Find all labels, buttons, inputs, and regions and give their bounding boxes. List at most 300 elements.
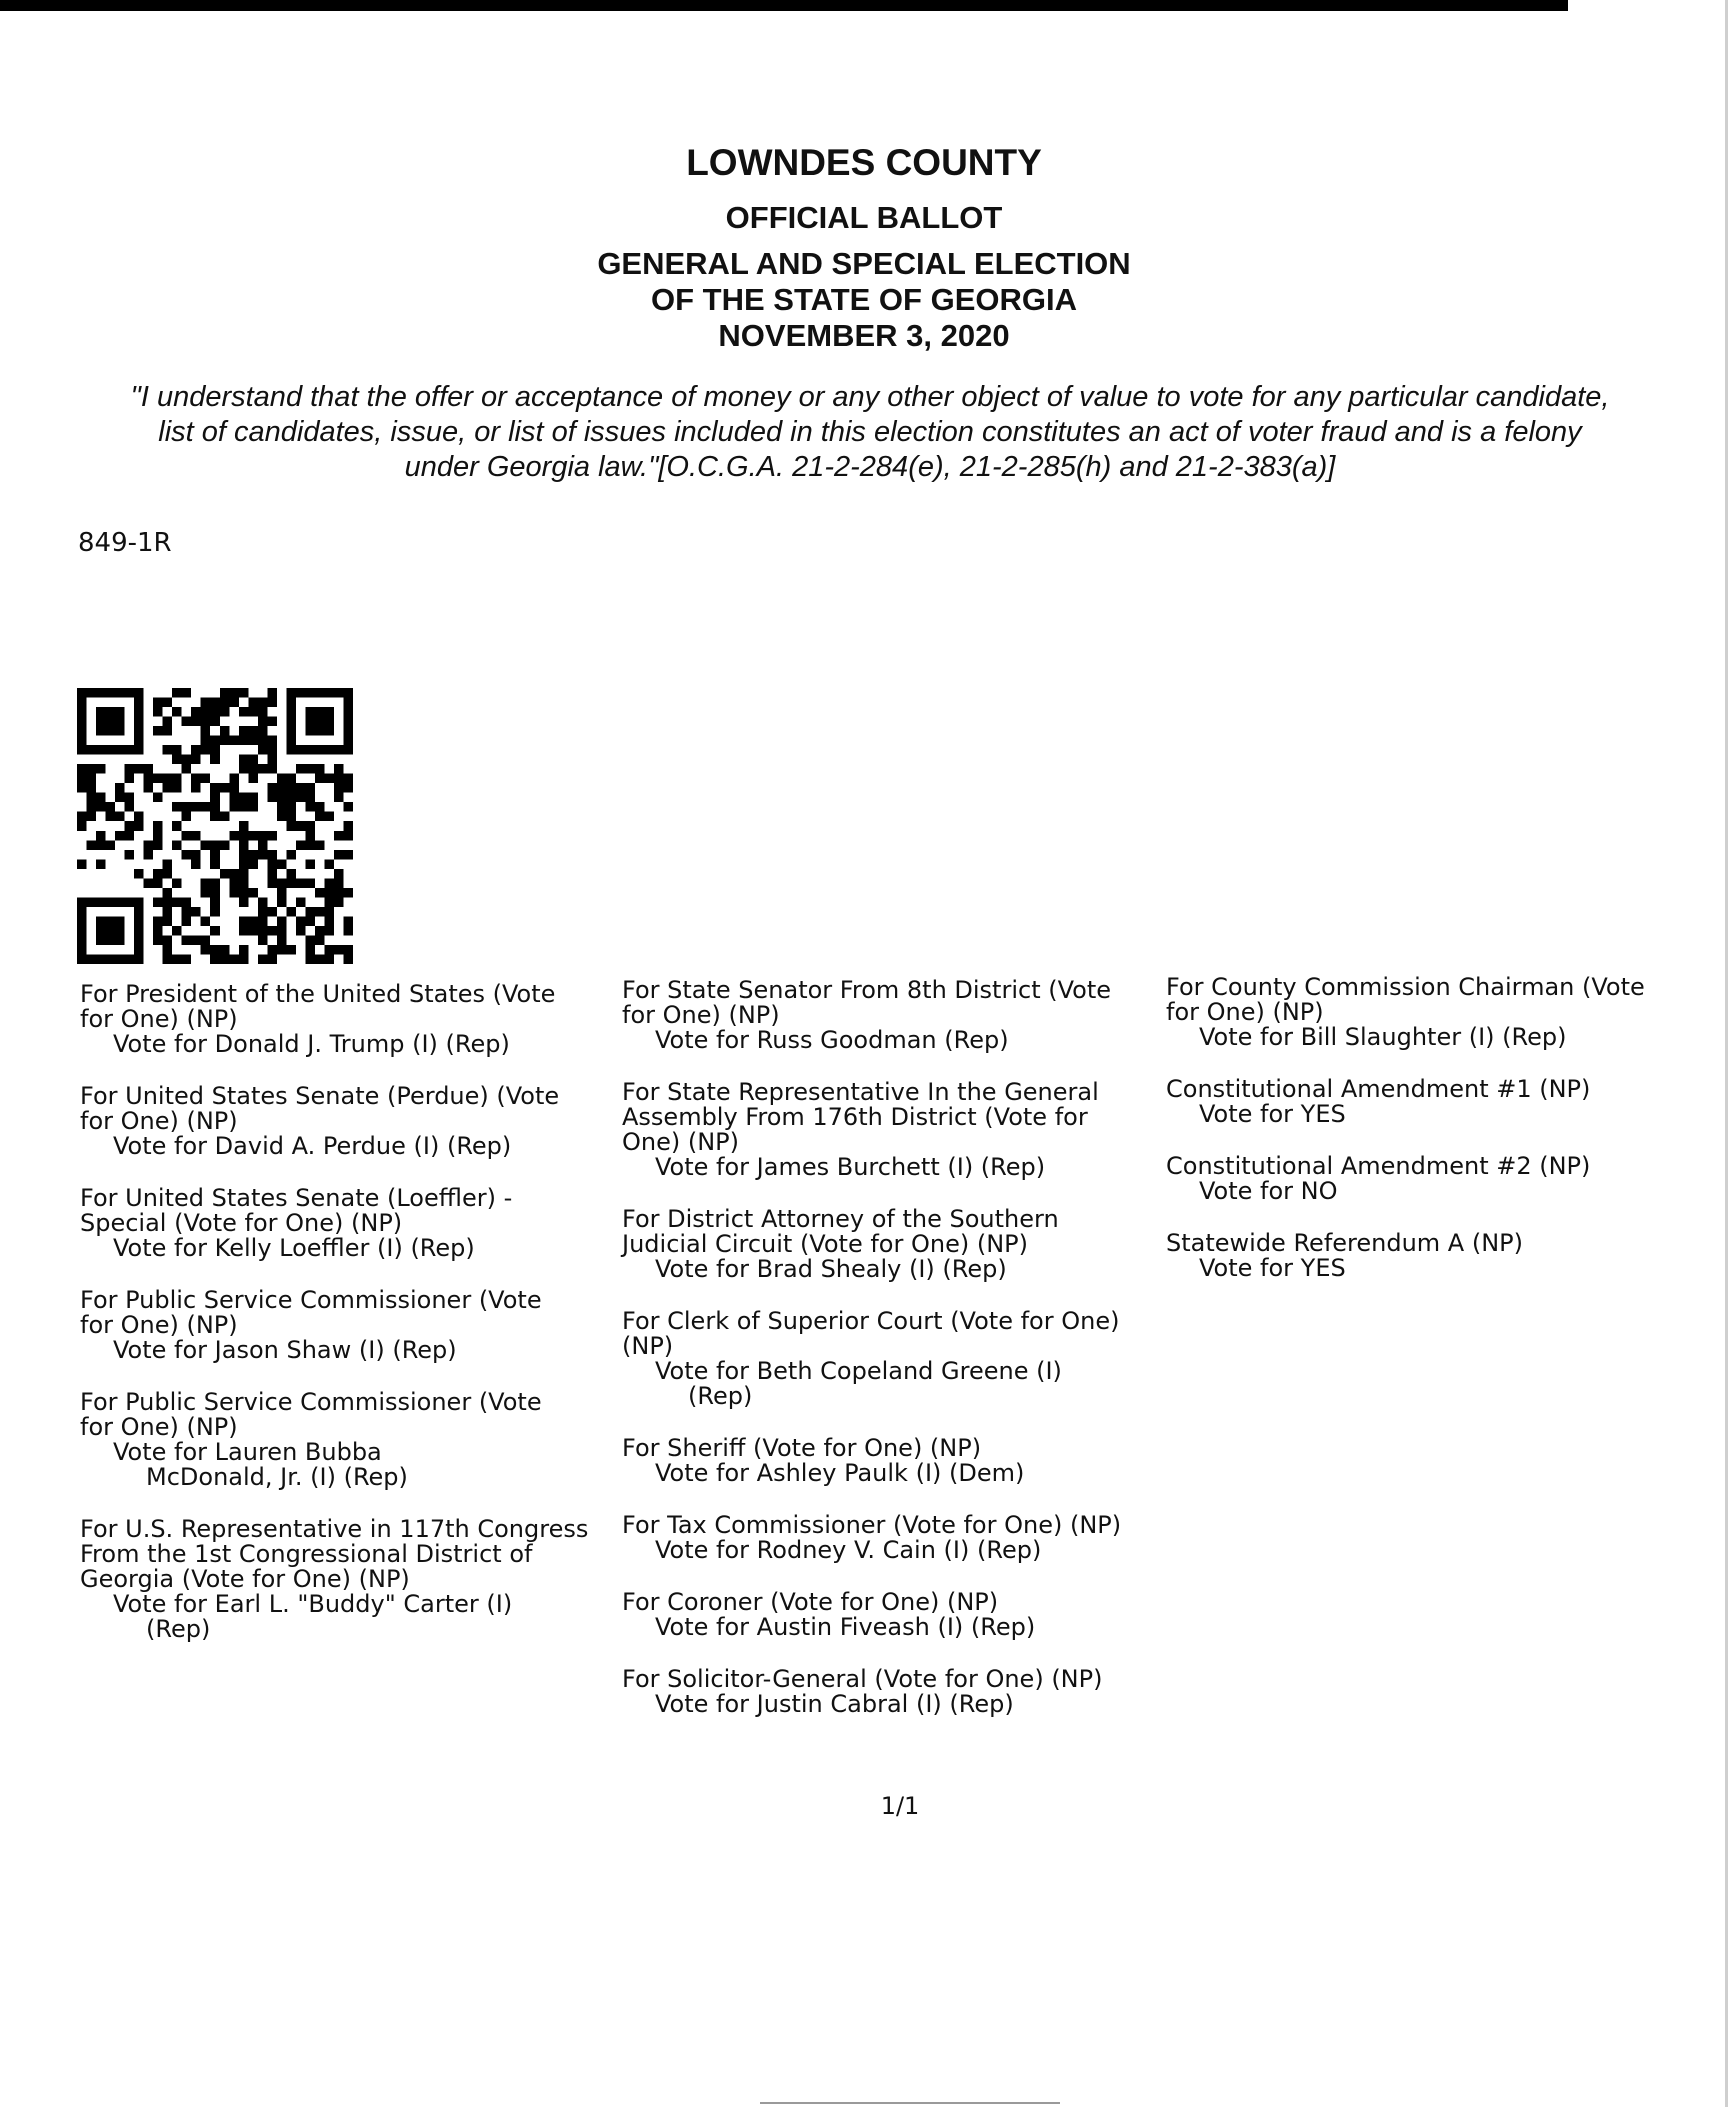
qr-module [229, 802, 239, 812]
ballot-style-id: 849-1R [78, 528, 172, 558]
bottom-scan-mark [760, 2102, 1060, 2104]
qr-module [277, 774, 287, 784]
qr-module [343, 850, 353, 860]
qr-module [77, 698, 87, 708]
qr-module [182, 717, 192, 727]
qr-module [77, 945, 87, 955]
qr-module [305, 764, 315, 774]
contest-title: For Public Service Commissioner (Vote [80, 1286, 542, 1314]
contest-title: for One) (NP) [80, 1005, 238, 1033]
qr-module [267, 869, 277, 879]
qr-module [315, 745, 325, 755]
qr-module [96, 916, 106, 926]
vote-choice-text: Vote for NO [1199, 1177, 1338, 1205]
vote-choice-text: Vote for Kelly Loeffler (I) (Rep) [113, 1234, 475, 1262]
contest-selection [622, 1207, 1157, 1282]
qr-module [163, 774, 173, 784]
qr-module [77, 897, 87, 907]
qr-module [153, 726, 163, 736]
qr-module [334, 945, 344, 955]
qr-module [248, 850, 258, 860]
qr-module [315, 774, 325, 784]
qr-module [239, 793, 249, 803]
qr-module [153, 707, 163, 717]
qr-module [296, 783, 306, 793]
qr-module [134, 764, 144, 774]
qr-module [258, 745, 268, 755]
qr-module [163, 869, 173, 879]
qr-module [343, 707, 353, 717]
qr-module [343, 945, 353, 955]
qr-module [115, 954, 125, 964]
qr-module [87, 774, 97, 784]
qr-module [277, 783, 287, 793]
qr-module [334, 878, 344, 888]
qr-module [210, 717, 220, 727]
vote-choice-text: Vote for Lauren Bubba [113, 1438, 382, 1466]
qr-module [163, 859, 173, 869]
qr-module [229, 878, 239, 888]
qr-module [239, 764, 249, 774]
qr-module [96, 840, 106, 850]
contest-title: for One) (NP) [80, 1311, 238, 1339]
qr-module [286, 707, 296, 717]
qr-module [96, 926, 106, 936]
qr-module [191, 755, 201, 765]
qr-module [125, 764, 135, 774]
qr-module [87, 840, 97, 850]
qr-module [343, 698, 353, 708]
qr-module [305, 840, 315, 850]
contest-title: Statewide Referendum A (NP) [1166, 1229, 1523, 1257]
qr-module [286, 878, 296, 888]
contest-title: One) (NP) [622, 1128, 740, 1156]
qr-module [258, 698, 268, 708]
county-title: LOWNDES COUNTY [686, 142, 1042, 183]
qr-module [277, 926, 287, 936]
qr-module [305, 726, 315, 736]
qr-module [324, 707, 334, 717]
qr-module [334, 850, 344, 860]
qr-module [163, 916, 173, 926]
qr-module [296, 688, 306, 698]
qr-module [182, 812, 192, 822]
qr-module [182, 802, 192, 812]
qr-module [96, 726, 106, 736]
qr-module [125, 793, 135, 803]
qr-module [334, 831, 344, 841]
qr-module [277, 802, 287, 812]
qr-module [220, 954, 230, 964]
qr-module [210, 945, 220, 955]
qr-module [286, 821, 296, 831]
qr-module [134, 698, 144, 708]
contest-selection [622, 1080, 1157, 1180]
vote-choice [622, 1538, 1157, 1563]
ballot-title: OFFICIAL BALLOT [725, 200, 1003, 235]
qr-module [172, 688, 182, 698]
vote-choice-text: Vote for James Burchett (I) (Rep) [655, 1153, 1046, 1181]
qr-module [125, 688, 135, 698]
qr-module [210, 926, 220, 936]
qr-module [343, 774, 353, 784]
page-number: 1/1 [880, 1792, 920, 1820]
vote-choice-text: Vote for Earl L. "Buddy" Carter (I) [113, 1590, 513, 1618]
qr-module [163, 783, 173, 793]
qr-module [125, 774, 135, 784]
qr-module [286, 850, 296, 860]
contest-title: For United States Senate (Loeffler) - [80, 1184, 513, 1212]
qr-module [220, 726, 230, 736]
qr-module [334, 793, 344, 803]
qr-module [201, 736, 211, 746]
qr-module [182, 935, 192, 945]
qr-module [258, 736, 268, 746]
top-scan-border [0, 0, 1568, 11]
qr-module [182, 764, 192, 774]
ballot-header [0, 136, 1728, 354]
contest-title: For Tax Commissioner (Vote for One) (NP) [622, 1511, 1122, 1539]
qr-module [125, 897, 135, 907]
qr-module [258, 831, 268, 841]
qr-module [115, 745, 125, 755]
qr-module [258, 916, 268, 926]
vote-choice [1166, 1102, 1701, 1127]
vote-choice [80, 1440, 615, 1490]
contest-selection [622, 1590, 1157, 1640]
contest-title: For U.S. Representative in 117th Congress [80, 1515, 589, 1543]
qr-module [163, 954, 173, 964]
qr-module [134, 717, 144, 727]
qr-module [343, 802, 353, 812]
qr-module [286, 907, 296, 917]
qr-module [258, 707, 268, 717]
qr-module [267, 926, 277, 936]
vote-choice [1166, 1025, 1701, 1050]
qr-module [258, 935, 268, 945]
qr-module [115, 916, 125, 926]
qr-module [229, 698, 239, 708]
qr-module [163, 745, 173, 755]
qr-module [220, 736, 230, 746]
qr-module [77, 821, 87, 831]
qr-module [334, 869, 344, 879]
contest-title: Constitutional Amendment #1 (NP) [1166, 1075, 1591, 1103]
vote-choice-text: Vote for Rodney V. Cain (I) (Rep) [655, 1536, 1042, 1564]
qr-module [153, 926, 163, 936]
qr-module [267, 859, 277, 869]
qr-module [106, 717, 116, 727]
qr-module [277, 812, 287, 822]
qr-module [267, 717, 277, 727]
contest-title: For District Attorney of the Southern [622, 1205, 1059, 1233]
qr-module [172, 802, 182, 812]
qr-module [343, 926, 353, 936]
qr-module [96, 717, 106, 727]
qr-module [267, 764, 277, 774]
qr-module [106, 935, 116, 945]
qr-module [315, 764, 325, 774]
qr-module [324, 888, 334, 898]
qr-module [248, 707, 258, 717]
qr-module [239, 736, 249, 746]
qr-module [343, 726, 353, 736]
vote-choice-text: Vote for Donald J. Trump (I) (Rep) [113, 1030, 510, 1058]
qr-module [277, 945, 287, 955]
qr-module [324, 926, 334, 936]
contest-selection [80, 982, 615, 1057]
qr-module [258, 764, 268, 774]
contest-selection [1166, 975, 1701, 1050]
oath-line: "I understand that the offer or acceptance of money or any other object of value to vote for any particular candidate, [130, 381, 1610, 413]
qr-module [134, 812, 144, 822]
qr-module [296, 926, 306, 936]
qr-module [96, 802, 106, 812]
qr-module [134, 926, 144, 936]
contest-title: for One) (NP) [80, 1413, 238, 1441]
qr-module [305, 745, 315, 755]
qr-module [77, 745, 87, 755]
qr-module [220, 698, 230, 708]
qr-module [277, 793, 287, 803]
qr-module [239, 755, 249, 765]
election-date: NOVEMBER 3, 2020 [718, 318, 1010, 353]
qr-module [305, 821, 315, 831]
qr-module [106, 916, 116, 926]
qr-module [324, 916, 334, 926]
qr-module [239, 916, 249, 926]
qr-module [343, 888, 353, 898]
vote-choice [622, 1461, 1157, 1486]
qr-module [248, 859, 258, 869]
qr-module [258, 907, 268, 917]
qr-module [115, 935, 125, 945]
qr-module [106, 954, 116, 964]
qr-module [220, 840, 230, 850]
qr-module [210, 755, 220, 765]
qr-module [163, 907, 173, 917]
qr-module [286, 688, 296, 698]
contest-title: Constitutional Amendment #2 (NP) [1166, 1152, 1591, 1180]
contest-title: For United States Senate (Perdue) (Vote [80, 1082, 560, 1110]
qr-module [343, 821, 353, 831]
qr-module [315, 717, 325, 727]
qr-module [134, 897, 144, 907]
qr-module [239, 869, 249, 879]
qr-module [144, 783, 154, 793]
qr-module [201, 916, 211, 926]
qr-module [239, 926, 249, 936]
qr-module [87, 688, 97, 698]
qr-module [229, 954, 239, 964]
qr-module [267, 954, 277, 964]
qr-module [267, 755, 277, 765]
qr-module [324, 859, 334, 869]
qr-module [324, 726, 334, 736]
qr-module [182, 831, 192, 841]
qr-module [258, 850, 268, 860]
qr-module [106, 812, 116, 822]
qr-module [248, 793, 258, 803]
contest-title: Judicial Circuit (Vote for One) (NP) [622, 1230, 1028, 1258]
qr-module [239, 707, 249, 717]
vote-choice [1166, 1179, 1701, 1204]
qr-module [315, 802, 325, 812]
vote-choice-text: Vote for Austin Fiveash (I) (Rep) [655, 1613, 1036, 1641]
qr-module [258, 897, 268, 907]
qr-module [201, 878, 211, 888]
qr-module [258, 726, 268, 736]
qr-module [258, 954, 268, 964]
qr-module [182, 755, 192, 765]
qr-module [172, 755, 182, 765]
qr-module [144, 774, 154, 784]
qr-module [115, 688, 125, 698]
qr-module [305, 878, 315, 888]
vote-choice [622, 1028, 1157, 1053]
qr-module [201, 935, 211, 945]
qr-module [191, 935, 201, 945]
ballot-column-1 [80, 982, 615, 1669]
qr-module [87, 745, 97, 755]
qr-module [115, 726, 125, 736]
qr-module [305, 717, 315, 727]
qr-module [134, 935, 144, 945]
qr-module [96, 688, 106, 698]
qr-module [77, 907, 87, 917]
qr-module [315, 726, 325, 736]
qr-module [334, 888, 344, 898]
contest-selection [1166, 1231, 1701, 1281]
qr-module [220, 783, 230, 793]
qr-module [115, 717, 125, 727]
qr-module [277, 935, 287, 945]
qr-module [106, 707, 116, 717]
contest-title: For Public Service Commissioner (Vote [80, 1388, 542, 1416]
qr-module [315, 888, 325, 898]
qr-module [191, 859, 201, 869]
qr-module [163, 897, 173, 907]
qr-module [201, 945, 211, 955]
qr-module [286, 726, 296, 736]
qr-module [239, 831, 249, 841]
qr-module [296, 897, 306, 907]
ballot-column-3 [1166, 975, 1701, 1308]
qr-module [87, 812, 97, 822]
qr-module [191, 707, 201, 717]
qr-module [115, 793, 125, 803]
qr-module [334, 688, 344, 698]
qr-module [220, 707, 230, 717]
qr-module [343, 916, 353, 926]
qr-module [191, 774, 201, 784]
qr-module [153, 878, 163, 888]
contest-selection [1166, 1154, 1701, 1204]
qr-module [134, 726, 144, 736]
qr-module [134, 945, 144, 955]
qr-module [77, 688, 87, 698]
qr-module [315, 688, 325, 698]
qr-module [134, 745, 144, 755]
qr-module [305, 831, 315, 841]
qr-module [77, 717, 87, 727]
qr-module [115, 926, 125, 936]
qr-module [201, 707, 211, 717]
qr-module [258, 717, 268, 727]
qr-module [324, 688, 334, 698]
qr-module [87, 897, 97, 907]
qr-module [201, 698, 211, 708]
qr-module [305, 954, 315, 964]
qr-module [96, 954, 106, 964]
qr-module [210, 783, 220, 793]
oath-line: under Georgia law."[O.C.G.A. 21-2-284(e), 21-2-285(h) and 21-2-383(a)] [404, 451, 1336, 483]
qr-module [172, 745, 182, 755]
qr-module [210, 907, 220, 917]
qr-module [239, 945, 249, 955]
qr-module [115, 812, 125, 822]
qr-module [210, 812, 220, 822]
qr-module [172, 821, 182, 831]
qr-module [267, 831, 277, 841]
qr-module [239, 878, 249, 888]
qr-module [210, 802, 220, 812]
contest-title: For Sheriff (Vote for One) (NP) [622, 1434, 982, 1462]
qr-module [115, 707, 125, 717]
qr-module [248, 802, 258, 812]
qr-module [125, 745, 135, 755]
qr-module [77, 774, 87, 784]
qr-module [87, 764, 97, 774]
qr-module [115, 831, 125, 841]
contest-title: (NP) [622, 1332, 674, 1360]
qr-module [172, 840, 182, 850]
qr-module [277, 897, 287, 907]
qr-module [305, 707, 315, 717]
qr-module [220, 812, 230, 822]
qr-module [229, 736, 239, 746]
qr-module [77, 812, 87, 822]
qr-module [182, 688, 192, 698]
qr-module [172, 926, 182, 936]
qr-module [324, 745, 334, 755]
qr-module [96, 897, 106, 907]
qr-module [115, 897, 125, 907]
vote-choice [622, 1692, 1157, 1717]
qr-module [315, 707, 325, 717]
qr-module [305, 935, 315, 945]
qr-module [305, 688, 315, 698]
qr-module [343, 954, 353, 964]
contest-selection [80, 1288, 615, 1363]
vote-choice [622, 1615, 1157, 1640]
qr-module [201, 745, 211, 755]
qr-module [248, 698, 258, 708]
qr-module [191, 831, 201, 841]
vote-choice-text: Vote for David A. Perdue (I) (Rep) [113, 1132, 512, 1160]
qr-module [343, 783, 353, 793]
qr-module [191, 717, 201, 727]
qr-module [239, 802, 249, 812]
vote-choice [80, 1338, 615, 1363]
vote-choice [80, 1236, 615, 1261]
qr-module [286, 698, 296, 708]
qr-module [324, 897, 334, 907]
qr-module [248, 888, 258, 898]
qr-module [343, 717, 353, 727]
qr-module [296, 821, 306, 831]
qr-module [96, 831, 106, 841]
